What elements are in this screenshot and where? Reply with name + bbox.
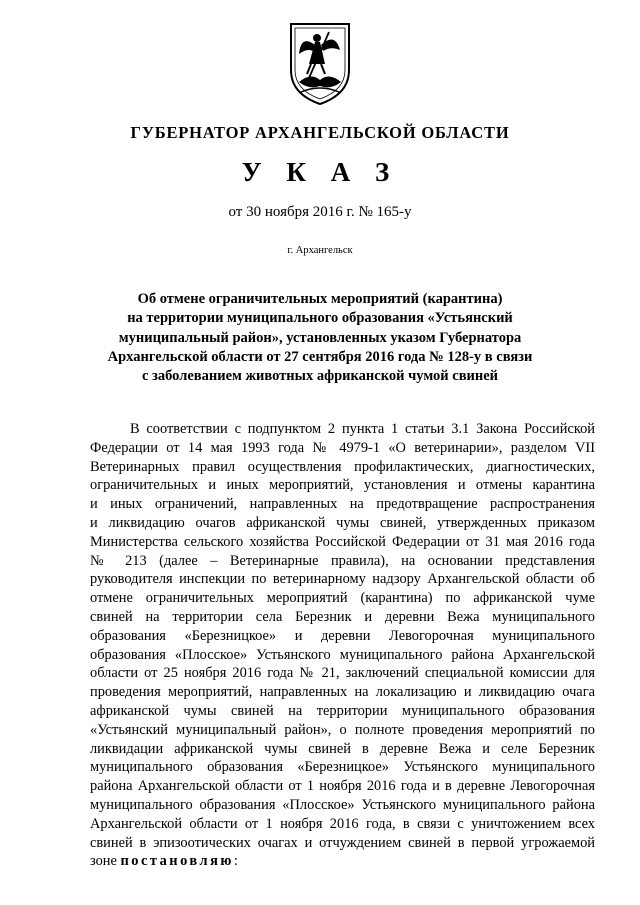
governor-heading: ГУБЕРНАТОР АРХАНГЕЛЬСКОЙ ОБЛАСТИ [130, 123, 510, 142]
body-line: и ликвидацию очагов африканской чумы свиней, утвержденных приказом [90, 514, 595, 531]
decree-city: г. Архангельск [287, 245, 353, 256]
body-line: проведения мероприятий, направленных на локализацию и ликвидацию очага [90, 684, 595, 701]
title-line: с заболеванием животных африканской чумой свиней [141, 368, 499, 385]
title-line: на территории муниципального образования «Устьянский [127, 310, 513, 327]
decree-type-heading: У К А З [241, 157, 399, 187]
body-line: отмене ограничительных мероприятий (карантина) по африканской чуме [90, 590, 595, 607]
title-line: Архангельской области от 27 сентября 2016 года № 128-у в связи [107, 348, 533, 365]
body-line-final [90, 852, 595, 871]
body-line: № 213 (далее – Ветеринарные правила), на основании представления [90, 552, 595, 569]
body-line: района Архангельской области от 1 ноября 2016 года и в деревне Левогорочная [90, 778, 595, 795]
decree-body-paragraph [90, 420, 595, 871]
body-line: «Устьянский муниципальный район», о полноте проведения мероприятий по [90, 721, 595, 738]
body-line: африканской чумы свиней на территории муниципального образования [90, 702, 595, 719]
body-line: Ветеринарных правил осуществления профилактических, диагностических, [90, 458, 595, 475]
body-line: муниципального образования «Березницкое» Устьянского муниципального [90, 759, 595, 776]
decree-title [95, 290, 545, 386]
body-line: Федерации от 14 мая 1993 года № 4979-1 «О ветеринарии», разделом VII [90, 439, 595, 456]
title-line: муниципальный район», установленных указом Губернатора [118, 329, 522, 346]
body-line: ликвидации африканской чумы свиней в деревне Вежа и селе Березник [90, 740, 595, 757]
body-line: В соответствии с подпунктом 2 пункта 1 статьи 3.1 Закона Российской [130, 421, 595, 437]
arkhangelsk-coat-of-arms-icon [285, 18, 355, 108]
body-line: свиней в эпизоотических очагах и отчуждением свиней в первой угрожаемой [90, 834, 595, 851]
decree-keyword: постановляю [120, 853, 234, 870]
body-line: образования «Березницкое» и деревни Левогорочная муниципального [90, 627, 595, 644]
final-line-prefix: зоне [90, 853, 121, 870]
title-line: Об отмене ограничительных мероприятий (карантина) [137, 291, 503, 307]
body-line: и иных ограничений, направленных на предотвращение распространения [90, 496, 595, 513]
body-line: Министерства сельского хозяйства Российской Федерации от 31 мая 2016 года [90, 533, 595, 550]
body-line: муниципального образования «Плосское» Устьянского муниципального района [90, 796, 595, 813]
body-line: ограничительных и иных мероприятий, установления и отмены карантина [90, 477, 595, 494]
decree-date-number: от 30 ноября 2016 г. № 165-у [228, 204, 412, 220]
final-line-suffix: : [233, 853, 238, 870]
body-line: руководителя инспекции по ветеринарному надзору Архангельской области об [90, 571, 595, 588]
body-line: свиней на территории села Березник и деревни Вежа муниципального [90, 608, 595, 625]
body-line: образования «Плосское» Устьянского муниципального района Архангельской [90, 646, 595, 663]
body-line: области от 25 ноября 2016 года № 21, заключений специальной комиссии для [90, 665, 595, 682]
body-line: Архангельской области от 1 ноября 2016 года, в связи с уничтожением всех [90, 815, 595, 832]
